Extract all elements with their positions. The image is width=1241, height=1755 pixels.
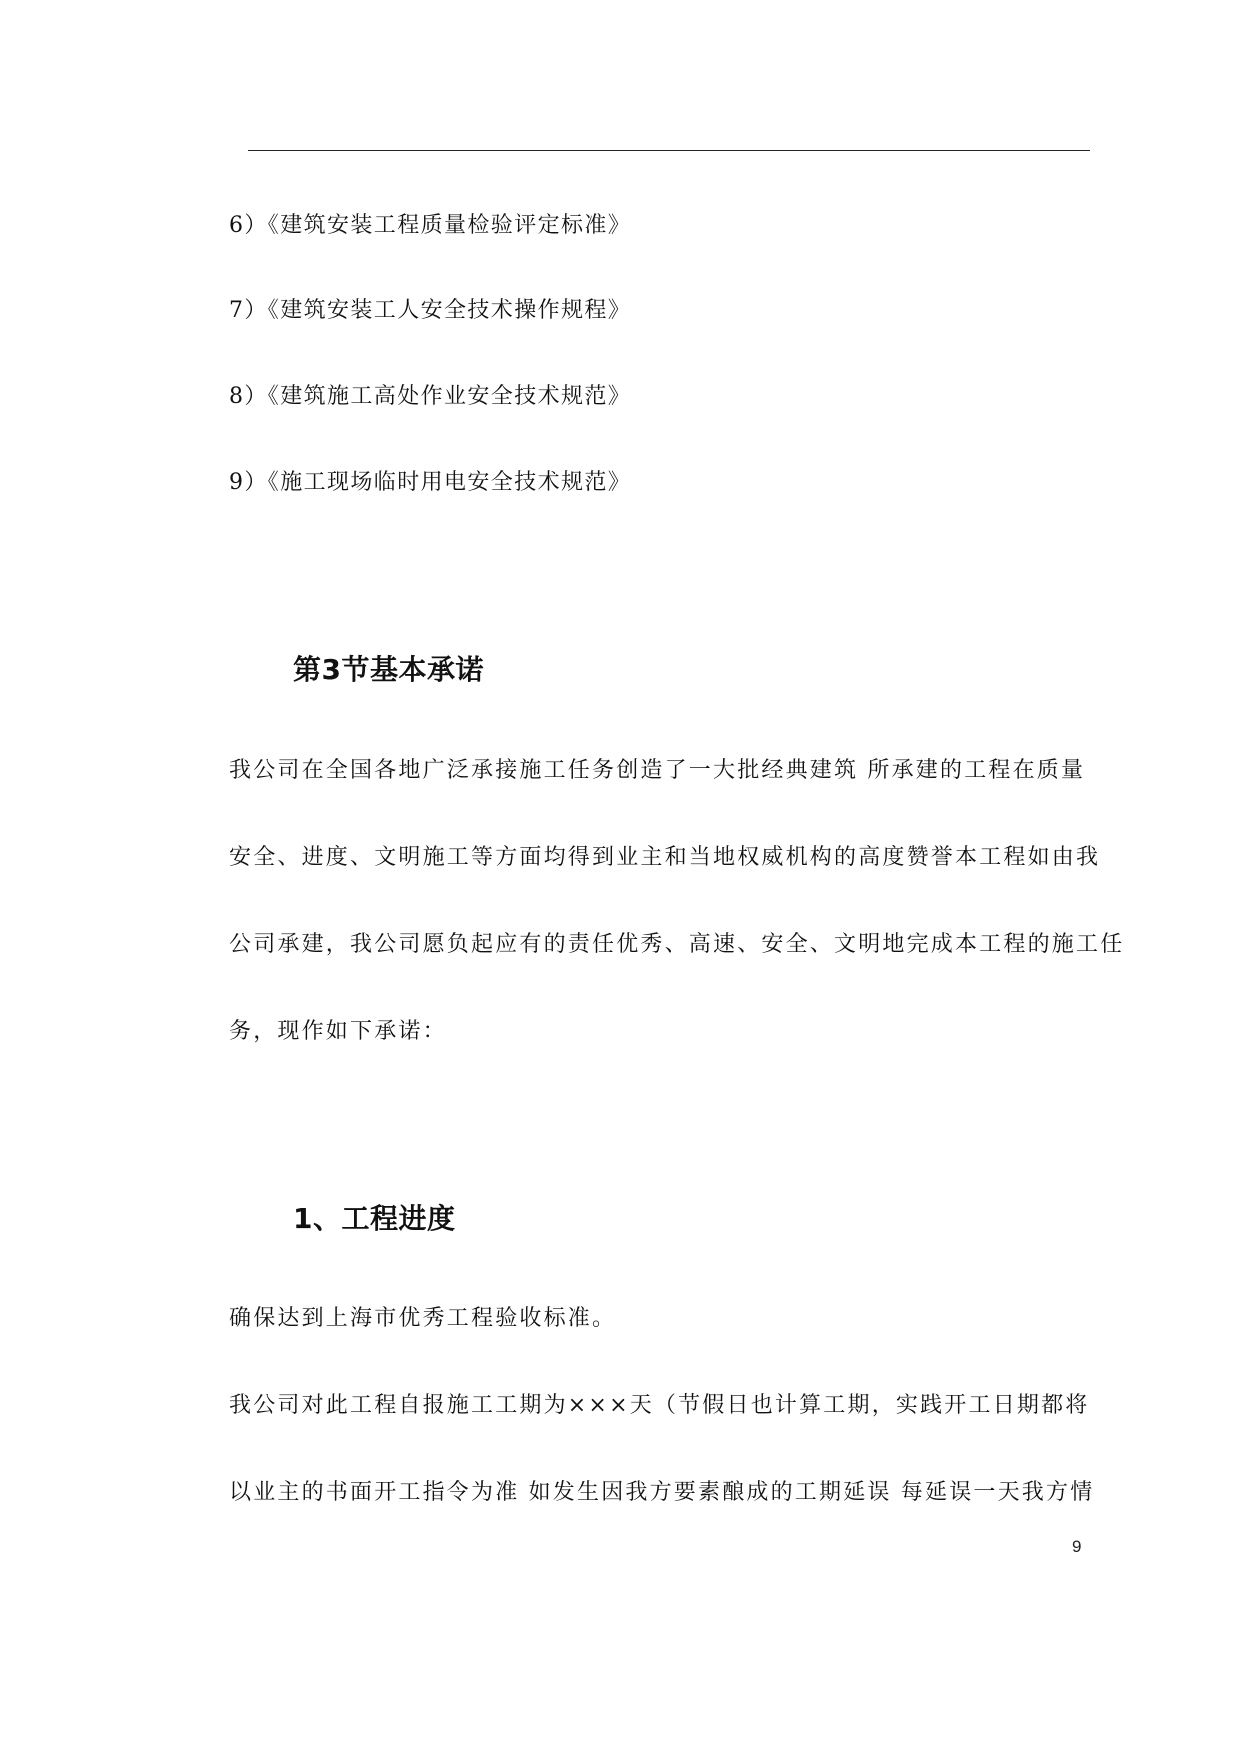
paragraph-line: 确保达到上海市优秀工程验收标准。 [229, 1306, 617, 1331]
paragraph-line: 公司承建，我公司愿负起应有的责任优秀、高速、安全、文明地完成本工程的施工任 [229, 932, 1125, 957]
paragraph-line: 安全、进度、文明施工等方面均得到业主和当地权威机构的高度赞誉本工程如由我 [229, 845, 1101, 870]
paragraph-line: 以业主的书面开工指令为准 如发生因我方要素酿成的工期延误 每延误一天我方情 [229, 1480, 1095, 1505]
header-rule [248, 150, 1090, 151]
paragraph-line: 我公司在全国各地广泛承接施工任务创造了一大批经典建筑 所承建的工程在质量 [229, 758, 1086, 783]
paragraph-line: 务，现作如下承诺： [229, 1019, 447, 1044]
subsection-heading: 1、工程进度 [293, 1202, 456, 1235]
reference-item-6: 6）《建筑安装工程质量检验评定标准》 [229, 213, 632, 238]
reference-item-7: 7）《建筑安装工人安全技术操作规程》 [229, 298, 632, 323]
reference-item-9: 9）《施工现场临时用电安全技术规范》 [229, 470, 632, 495]
reference-item-8: 8）《建筑施工高处作业安全技术规范》 [229, 384, 632, 409]
paragraph-line: 我公司对此工程自报施工工期为×××天（节假日也计算工期，实践开工日期都将 [229, 1393, 1090, 1418]
page-number: 9 [1072, 1537, 1082, 1556]
section-heading: 第3节基本承诺 [293, 653, 484, 686]
